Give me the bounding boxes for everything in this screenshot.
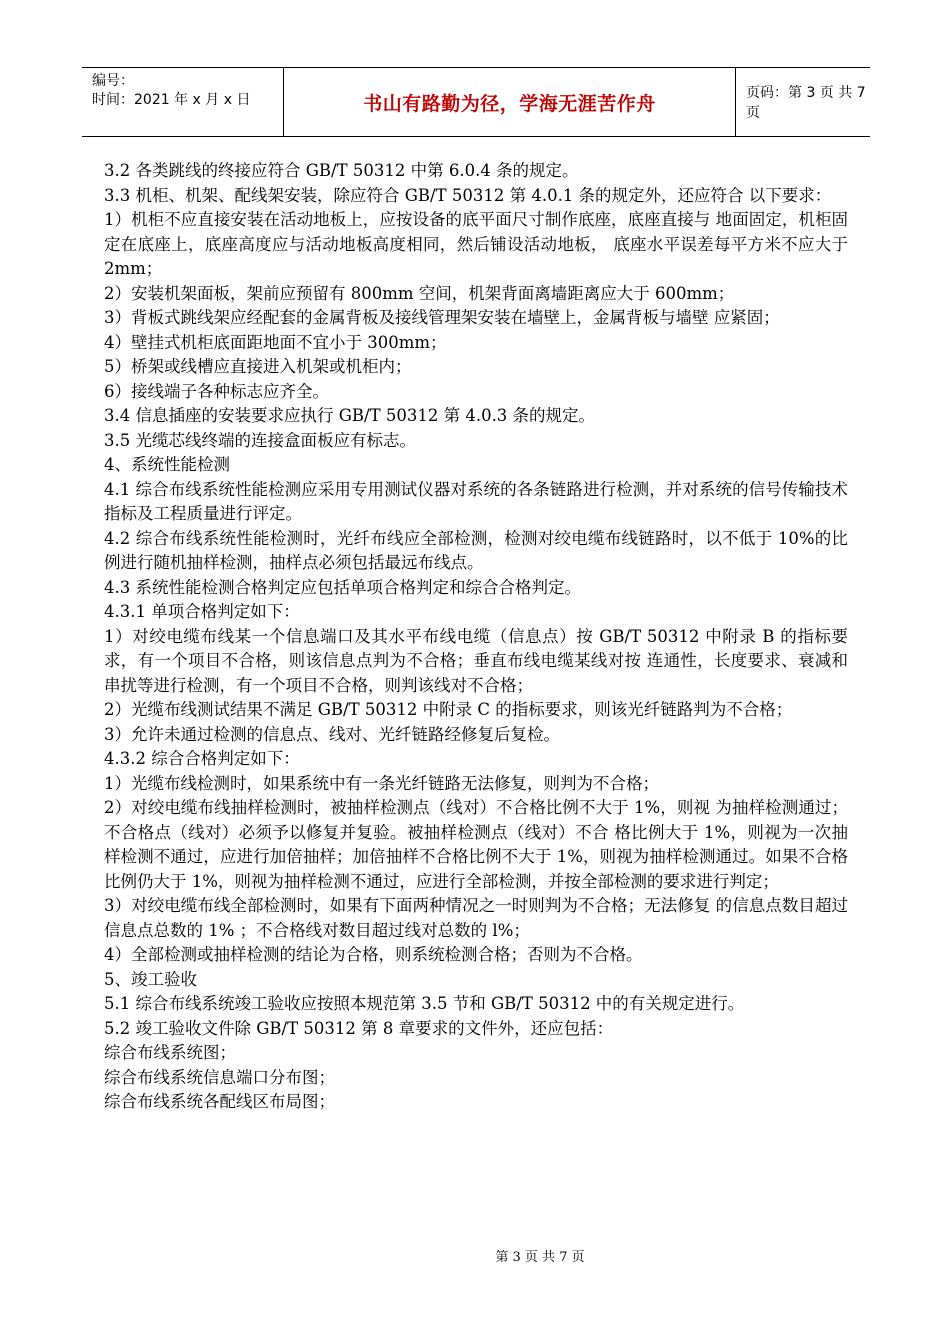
- header-page-cell: [736, 68, 870, 136]
- paragraph: 4）壁挂式机柜底面距地面不宜小于 300mm；: [104, 332, 447, 352]
- paragraph: 3）对绞电缆布线全部检测时，如果有下面两种情况之一时则判为不合格；无法修复 的信息点数目超过信息点总数的 1% ；不合格线对数目超过线对总数的 l%；: [104, 896, 848, 940]
- paragraph: 3.4 信息插座的安装要求应执行 GB/T 50312 第 4.0.3 条的规定。: [104, 406, 596, 425]
- document-time-label: 时间：2021 年 x 月 x 日: [92, 92, 251, 108]
- paragraph: 1）对绞电缆布线某一个信息端口及其水平布线电缆（信息点）按 GB/T 50312 中附录 B 的指标要求，有一个项目不合格，则该信息点判为不合格；垂直布线电缆某线对按 连通性，长度要求、衰减和串扰等进行检测，有一个项目不合格，则判该线对不合格；: [104, 626, 848, 695]
- paragraph: 1）光缆布线检测时，如果系统中有一条光纤链路无法修复，则判为不合格；: [104, 773, 659, 793]
- paragraph: 4.3.2 综合合格判定如下：: [104, 749, 300, 768]
- paragraph: 3.3 机柜、机架、配线架安装，除应符合 GB/T 50312 第 4.0.1 条的规定外，还应符合 以下要求：: [104, 185, 832, 205]
- paragraph: 3）允许未通过检测的信息点、线对、光纤链路经修复后复检。: [104, 724, 560, 744]
- paragraph: 5.1 综合布线系统竣工验收应按照本规范第 3.5 节和 GB/T 50312 中的有关规定进行。: [104, 994, 745, 1013]
- header-page-info: 页码：第 3 页 共 7 页: [746, 85, 866, 121]
- paragraph: 4.2 综合布线系统性能检测时，光纤布线应全部检测，检测对绞电缆布线链路时，以不低于 10%的比例进行随机抽样检测，抽样点必须包括最远布线点。: [104, 528, 848, 572]
- paragraph: 4.3.1 单项合格判定如下：: [104, 602, 300, 621]
- document-number-label: 编号：: [92, 73, 134, 89]
- paragraph: 2）对绞电缆布线抽样检测时，被抽样检测点（线对）不合格比例不大于 1%，则视 为抽样检测通过；不合格点（线对）必须予以修复并复验。被抽样检测点（线对）不合 格比例大于 1%，则视为一次抽样检测不通过，应进行加倍抽样；加倍抽样不合格比例不大于 1%，则视为抽样检测通过。如果不合格比例仍大于 1%，则视为抽样检测不通过，应进行全部检测，并按全部检测的要求进行判定；: [104, 798, 848, 891]
- section-heading: 5、竣工验收: [104, 969, 197, 989]
- paragraph: 2）安装机架面板，架前应预留有 800mm 空间，机架背面离墙距离应大于 600mm；: [104, 283, 735, 303]
- paragraph: 5.2 竣工验收文件除 GB/T 50312 第 8 章要求的文件外，还应包括：: [104, 1018, 614, 1038]
- page-footer: 第 3 页 共 7 页: [495, 1250, 585, 1265]
- paragraph: 3.5 光缆芯线终端的连接盒面板应有标志。: [104, 430, 416, 450]
- list-item: 综合布线系统信息端口分布图；: [104, 1067, 335, 1087]
- paragraph: 2）光缆布线测试结果不满足 GB/T 50312 中附录 C 的指标要求，则该光纤链路判为不合格；: [104, 700, 793, 719]
- paragraph: 3.2 各类跳线的终接应符合 GB/T 50312 中第 6.0.4 条的规定。: [104, 161, 579, 180]
- document-body: [104, 159, 848, 1115]
- list-item: 综合布线系统各配线区布局图；: [104, 1092, 335, 1111]
- document-header: [82, 67, 870, 137]
- paragraph: 6）接线端子各种标志应齐全。: [104, 381, 329, 401]
- paragraph: 3）背板式跳线架应经配套的金属背板及接线管理架安装在墙壁上，金属背板与墙壁 应紧固；: [104, 308, 780, 327]
- header-motto-cell: [283, 68, 736, 136]
- section-heading: 4、系统性能检测: [104, 455, 230, 474]
- motto-text: 书山有路勤为径，学海无涯苦作舟: [363, 92, 656, 115]
- paragraph: 4.3 系统性能检测合格判定应包括单项合格判定和综合合格判定。: [104, 577, 581, 597]
- paragraph: 4）全部检测或抽样检测的结论为合格，则系统检测合格；否则为不合格。: [104, 945, 643, 964]
- paragraph: 1）机柜不应直接安装在活动地板上，应按设备的底平面尺寸制作底座，底座直接与 地面固定，机柜固定在底座上，底座高度应与活动地板高度相同，然后铺设活动地板， 底座水平误差每平方米不应大于 2mm；: [104, 210, 848, 278]
- paragraph: 4.1 综合布线系统性能检测应采用专用测试仪器对系统的各条链路进行检测，并对系统的信号传输技术指标及工程质量进行评定。: [104, 479, 848, 523]
- header-meta: [82, 68, 283, 136]
- list-item: 综合布线系统图；: [104, 1043, 236, 1062]
- paragraph: 5）桥架或线槽应直接进入机架或机柜内；: [104, 357, 412, 376]
